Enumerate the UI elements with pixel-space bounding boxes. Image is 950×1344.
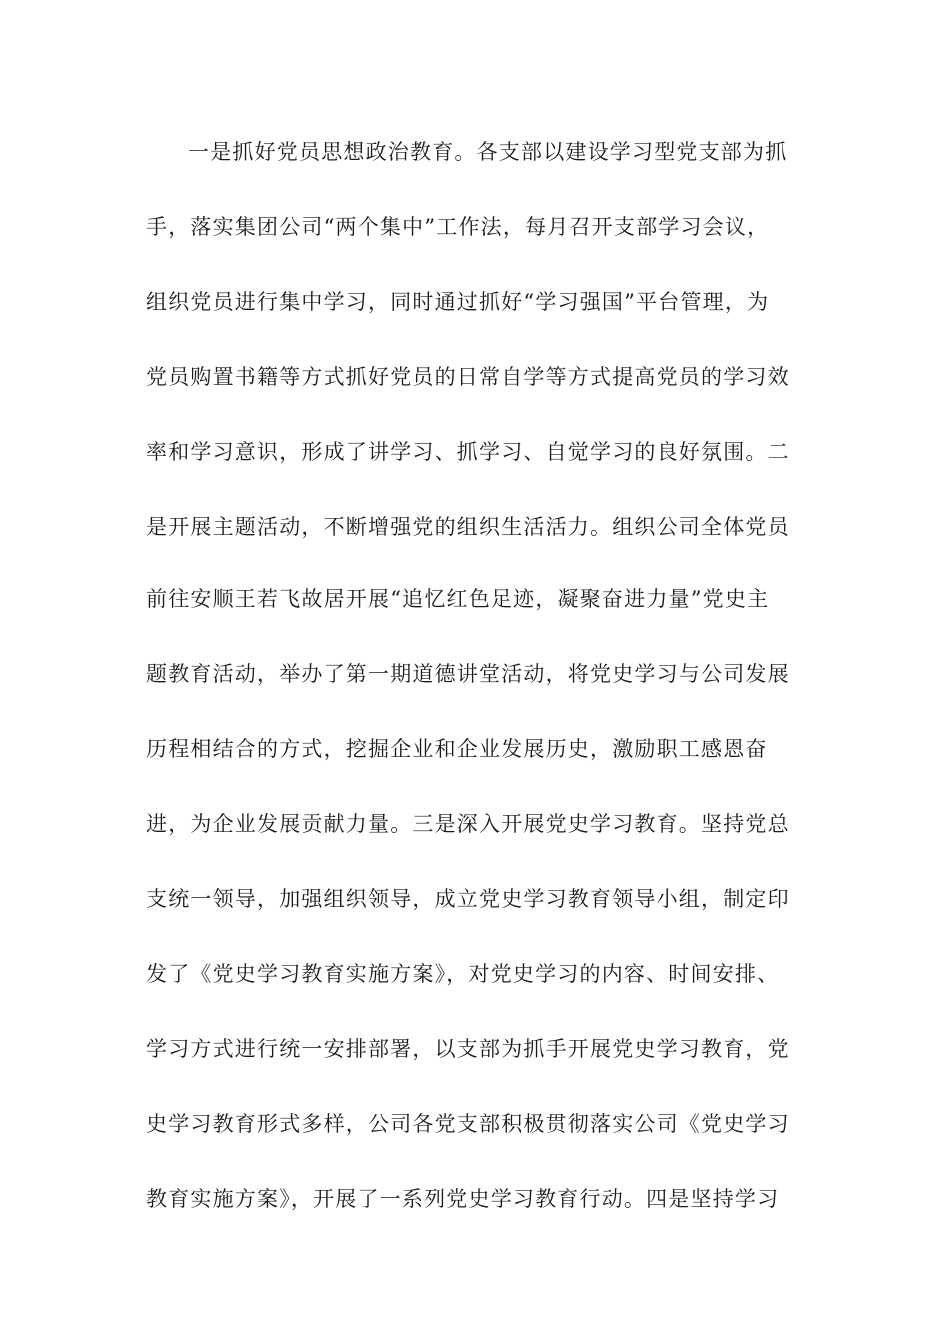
paragraph-line: 率和学习意识，形成了讲学习、抓学习、自觉学习的良好氛围。二: [146, 440, 790, 464]
paragraph-line: 史学习教育形式多样，公司各党支部积极贯彻落实公司《党史学习: [146, 1112, 790, 1136]
paragraph-line: 教育实施方案》，开展了一系列党史学习教育行动。四是坚持学习: [146, 1187, 780, 1211]
paragraph-line: 支统一领导，加强组织领导，成立党史学习教育领导小组，制定印: [146, 887, 790, 911]
paragraph-line: 手，落实集团公司“两个集中”工作法，每月召开支部学习会议，: [146, 215, 770, 239]
paragraph-line: 题教育活动，举办了第一期道德讲堂活动，将党史学习与公司发展: [146, 662, 790, 686]
paragraph-line: 前往安顺王若飞故居开展“追忆红色足迹，凝聚奋进力量”党史主: [146, 587, 770, 611]
paragraph-line: 一是抓好党员思想政治教育。各支部以建设学习型党支部为抓: [188, 140, 788, 164]
paragraph-line: 进，为企业发展贡献力量。三是深入开展党史学习教育。坚持党总: [146, 812, 790, 836]
paragraph-line: 发了《党史学习教育实施方案》，对党史学习的内容、时间安排、: [146, 962, 780, 986]
paragraph-line: 组织党员进行集中学习，同时通过抓好“学习强国”平台管理，为: [146, 290, 770, 314]
paragraph-line: 是开展主题活动，不断增强党的组织生活活力。组织公司全体党员: [146, 515, 790, 539]
paragraph-line: 学习方式进行统一安排部署，以支部为抓手开展党史学习教育，党: [146, 1037, 790, 1061]
paragraph-line: 党员购置书籍等方式抓好党员的日常自学等方式提高党员的学习效: [146, 365, 790, 389]
paragraph-line: 历程相结合的方式，挖掘企业和企业发展历史，激励职工感恩奋: [146, 737, 768, 761]
